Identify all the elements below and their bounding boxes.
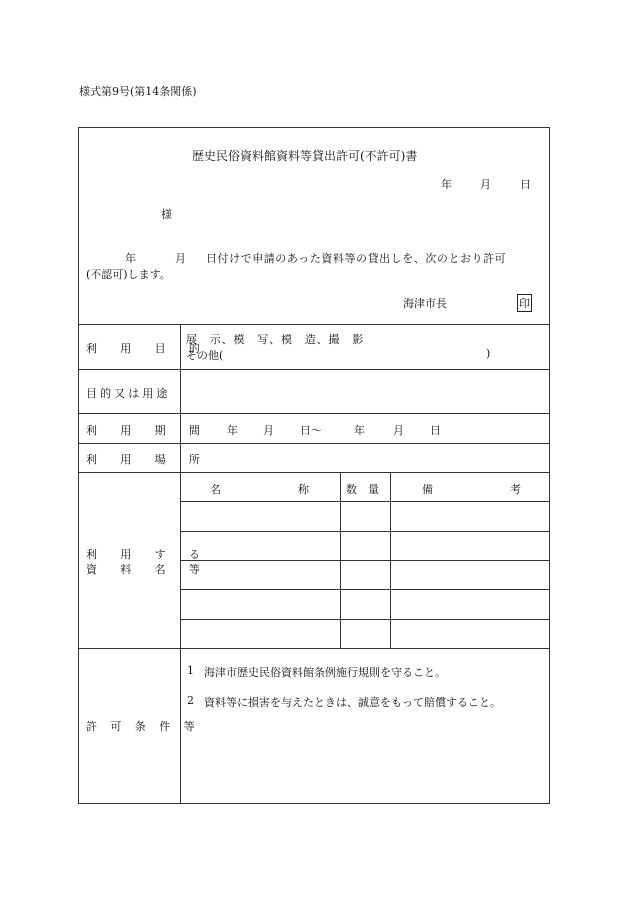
materials-col-divider-quantity (390, 472, 391, 648)
materials-label-line2: 資 料 名 等 (86, 563, 210, 576)
body-year-label: 年 (125, 252, 136, 265)
period-label: 利 用 期 間 (86, 424, 210, 437)
divider-title (78, 324, 550, 325)
period-end-month: 月 (393, 424, 404, 437)
materials-row-line (180, 619, 550, 620)
purpose-label: 利 用 目 的 (86, 342, 210, 355)
materials-label-line1: 利 用 す る (86, 548, 210, 561)
materials-header-name-1: 名 (210, 483, 221, 496)
materials-header-quantity: 数 量 (346, 483, 379, 496)
document-title: 歴史民俗資料館資料等貸出許可(不許可)書 (192, 149, 418, 163)
divider-purpose (78, 369, 550, 370)
materials-row-line (180, 501, 550, 502)
materials-col-divider-name (340, 472, 341, 648)
date-month-label: 月 (480, 178, 491, 191)
body-text-line1: 日付けで申請のあった資料等の貸出しを、次のとおり許可 (206, 252, 507, 265)
materials-row-line (180, 560, 550, 561)
condition-2-number: 2 (187, 694, 194, 707)
divider-use (78, 413, 550, 414)
period-end-day: 日 (430, 424, 441, 437)
body-month-label: 月 (175, 252, 186, 265)
materials-header-remarks-2: 考 (510, 483, 521, 496)
use-label: 目的又は用途 (86, 387, 171, 400)
addressee-suffix: 様 (161, 208, 172, 221)
condition-2-text: 資料等に損害を与えたときは、誠意をもって賠償すること。 (204, 696, 501, 709)
seal-mark: 印 (517, 294, 532, 312)
issuer: 海津市長 (403, 297, 447, 310)
purpose-other-suffix: ) (486, 347, 491, 360)
divider-materials (78, 648, 550, 649)
purpose-options: 展 示、模 写、模 造、撮 影 (186, 333, 365, 346)
materials-row-line (180, 589, 550, 590)
date-year-label: 年 (441, 178, 452, 191)
condition-1-number: 1 (187, 664, 194, 677)
period-start-year: 年 (227, 424, 238, 437)
place-label: 利 用 場 所 (86, 453, 210, 466)
purpose-other-prefix: その他( (186, 349, 224, 362)
materials-header-name-2: 称 (298, 483, 309, 496)
materials-header-remarks-1: 備 (422, 483, 433, 496)
condition-1-text: 海津市歴史民俗資料館条例施行規則を守ること。 (204, 666, 446, 679)
period-start-month: 月 (263, 424, 274, 437)
date-day-label: 日 (520, 178, 531, 191)
period-end-year: 年 (354, 424, 365, 437)
materials-row-line (180, 531, 550, 532)
period-start-day: 日～ (300, 424, 322, 437)
divider-period (78, 443, 550, 444)
divider-place (78, 472, 550, 473)
conditions-label: 許 可 条 件 等 (86, 720, 200, 733)
form-number: 様式第9号(第14条関係) (79, 85, 197, 98)
body-text-line2: (不認可)します。 (86, 268, 171, 281)
